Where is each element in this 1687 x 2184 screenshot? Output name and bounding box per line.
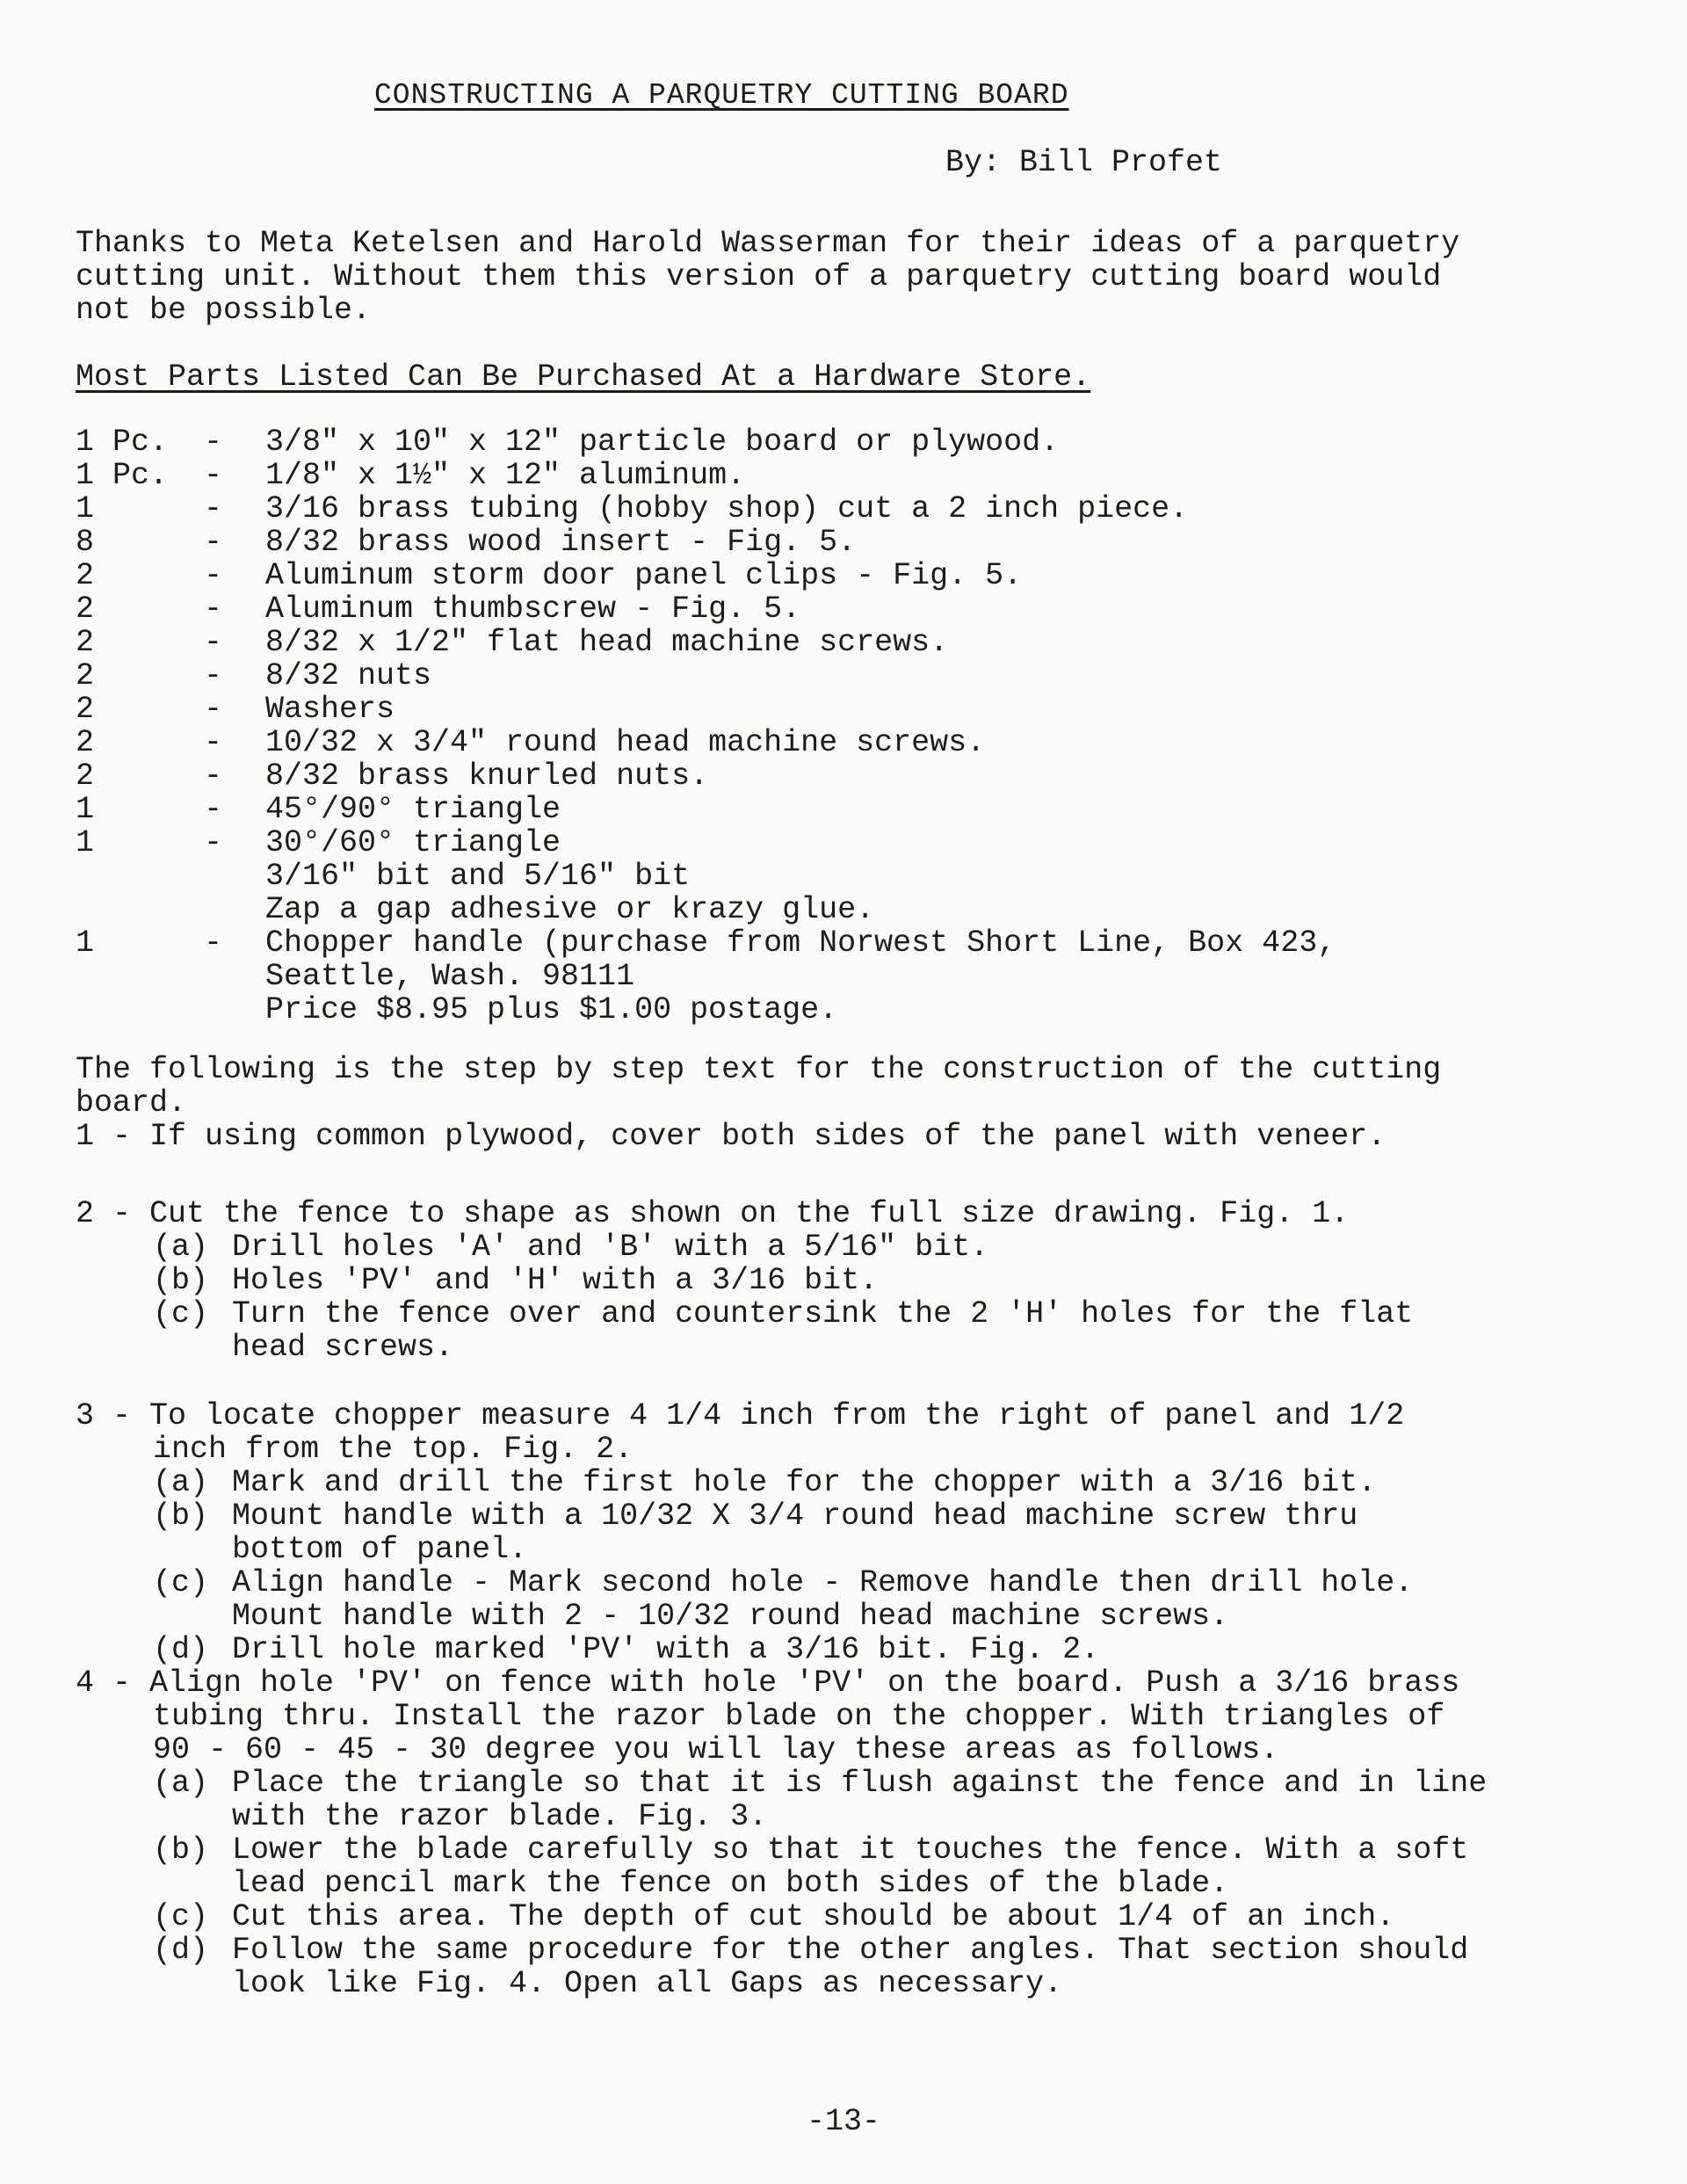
part-desc: Aluminum storm door panel clips - Fig. 5.: [265, 558, 1023, 593]
parts-list-item: [76, 893, 1336, 926]
parts-list-item: [76, 559, 1336, 592]
part-qty: 1: [76, 825, 95, 860]
sub-text: Holes 'PV' and 'H' with a 3/16 bit.: [232, 1263, 879, 1298]
step-4-text: 4 - Align hole 'PV' on fence with hole 'PV' on the board. Push a 3/16 brass: [76, 1665, 1460, 1701]
step-2: [76, 1197, 1622, 1364]
step-1: [76, 1120, 1622, 1153]
part-qty: 2: [76, 725, 95, 760]
sub-text: Lower the blade carefully so that it touches the fence. With a soft lead pencil mark the fence on both sides of the blade.: [232, 1832, 1469, 1901]
part-dash: -: [204, 591, 223, 627]
page-number: -13-: [806, 2104, 880, 2139]
parts-list-item: [76, 693, 1336, 726]
step-2-text: 2 - Cut the fence to shape as shown on the full size drawing. Fig. 1.: [76, 1196, 1350, 1231]
step-3-sub-b: [76, 1499, 1622, 1566]
part-dash: -: [204, 424, 223, 460]
sub-label: (a): [153, 1230, 209, 1265]
part-dash: -: [204, 692, 223, 727]
part-dash: -: [204, 792, 223, 827]
sub-label: (b): [153, 1832, 209, 1868]
part-desc: 3/8" x 10" x 12" particle board or plywood.: [265, 424, 1060, 460]
parts-list-item: [76, 793, 1336, 826]
part-dash: -: [204, 825, 223, 860]
step-3-text-cont: inch from the top. Fig. 2.: [153, 1432, 634, 1467]
step-2-sub-a: [76, 1230, 1622, 1264]
sub-label: (c): [153, 1565, 209, 1600]
part-qty: 1: [76, 491, 95, 526]
part-desc: 3/16" bit and 5/16" bit: [265, 859, 691, 894]
instructions-lead: The following is the step by step text for the construction of the cutting board.: [76, 1052, 1442, 1121]
parts-list-item: [76, 425, 1336, 459]
part-qty: 1: [76, 925, 95, 961]
parts-list-item: [76, 726, 1336, 759]
intro-paragraph: Thanks to Meta Ketelsen and Harold Wasserman for their ideas of a parquetry cutting unit. Without them this version of a parquetry cutting board would not be possible.: [76, 226, 1460, 328]
parts-list-item: [76, 592, 1336, 626]
part-qty: 1 Pc.: [76, 458, 169, 493]
parts-list-item: [76, 492, 1336, 526]
parts-list-item: [76, 526, 1336, 559]
sub-label: (c): [153, 1296, 209, 1331]
sub-text: Place the triangle so that it is flush against the fence and in line with the razor blade. Fig. 3.: [232, 1766, 1488, 1834]
sub-label: (b): [153, 1498, 209, 1534]
sub-text: Follow the same procedure for the other angles. That section should look like Fig. 4. Open all Gaps as necessary.: [232, 1933, 1469, 2001]
parts-list-item: [76, 960, 1336, 993]
part-desc: 45°/90° triangle: [265, 792, 561, 827]
part-qty: 2: [76, 558, 95, 593]
parts-list-item: [76, 860, 1336, 893]
part-desc: Price $8.95 plus $1.00 postage.: [265, 992, 838, 1027]
part-qty: 8: [76, 525, 95, 560]
step-3: [76, 1399, 1622, 1666]
part-qty: 2: [76, 591, 95, 627]
step-4-sub-a: [76, 1767, 1622, 1833]
part-dash: -: [204, 458, 223, 493]
part-dash: -: [204, 758, 223, 794]
part-dash: -: [204, 625, 223, 660]
step-4-text-cont: 90 - 60 - 45 - 30 degree you will lay these areas as follows.: [153, 1732, 1279, 1767]
part-desc: 8/32 brass knurled nuts.: [265, 758, 709, 794]
step-3-sub-a: [76, 1466, 1622, 1499]
step-2-sub-c: [76, 1297, 1622, 1364]
parts-list-item: [76, 993, 1336, 1027]
part-dash: -: [204, 491, 223, 526]
part-qty: [76, 860, 204, 893]
part-desc: 30°/60° triangle: [265, 825, 561, 860]
part-desc: 8/32 x 1/2" flat head machine screws.: [265, 625, 949, 660]
part-desc: Chopper handle (purchase from Norwest Short Line, Box 423,: [265, 925, 1336, 961]
sub-text: Mark and drill the first hole for the chopper with a 3/16 bit.: [232, 1465, 1377, 1500]
part-desc: 8/32 nuts: [265, 658, 432, 693]
author-byline: By: Bill Profet: [945, 145, 1223, 180]
step-4-sub-c: [76, 1900, 1622, 1934]
part-desc: 8/32 brass wood insert - Fig. 5.: [265, 525, 857, 560]
sub-text: Turn the fence over and countersink the 2 'H' holes for the flat head screws.: [232, 1296, 1414, 1365]
part-qty: [76, 993, 204, 1027]
part-dash: -: [204, 525, 223, 560]
part-qty: 2: [76, 658, 95, 693]
part-dash: -: [204, 658, 223, 693]
step-4-sub-b: [76, 1833, 1622, 1900]
parts-list-item: [76, 659, 1336, 693]
part-desc: Washers: [265, 692, 395, 727]
sub-label: (a): [153, 1766, 209, 1801]
parts-heading: Most Parts Listed Can Be Purchased At a Hardware Store.: [76, 359, 1091, 395]
part-desc: Zap a gap adhesive or krazy glue.: [265, 892, 875, 927]
part-dash: -: [204, 558, 223, 593]
part-dash: [204, 993, 265, 1027]
parts-list-item: [76, 926, 1336, 960]
step-3-sub-c: [76, 1566, 1622, 1633]
part-dash: [204, 893, 265, 926]
sub-label: (d): [153, 1632, 209, 1667]
step-4-text-cont: tubing thru. Install the razor blade on the chopper. With triangles of: [153, 1699, 1445, 1734]
part-qty: [76, 893, 204, 926]
sub-label: (a): [153, 1465, 209, 1500]
part-dash: -: [204, 725, 223, 760]
sub-text: Drill hole marked 'PV' with a 3/16 bit. Fig. 2.: [232, 1632, 1100, 1667]
step-2-sub-b: [76, 1264, 1622, 1297]
part-qty: 2: [76, 625, 95, 660]
step-3-sub-d: [76, 1633, 1622, 1666]
part-qty: 2: [76, 758, 95, 794]
parts-list-item: [76, 459, 1336, 492]
step-1-text: 1 - If using common plywood, cover both sides of the panel with veneer.: [76, 1119, 1387, 1154]
step-4: [76, 1666, 1622, 2000]
part-desc: Aluminum thumbscrew - Fig. 5.: [265, 591, 801, 627]
part-qty: 2: [76, 692, 95, 727]
sub-text: Mount handle with a 10/32 X 3/4 round head machine screw thru bottom of panel.: [232, 1498, 1358, 1567]
document-title: CONSTRUCTING A PARQUETRY CUTTING BOARD: [374, 79, 1069, 112]
part-desc: 10/32 x 3/4" round head machine screws.: [265, 725, 986, 760]
part-dash: [204, 860, 265, 893]
part-qty: 1: [76, 792, 95, 827]
sub-text: Drill holes 'A' and 'B' with a 5/16" bit.: [232, 1230, 989, 1265]
part-desc: Seattle, Wash. 98111: [265, 959, 635, 994]
part-qty: 1 Pc.: [76, 424, 169, 460]
step-3-text: 3 - To locate chopper measure 4 1/4 inch from the right of panel and 1/2: [76, 1398, 1405, 1433]
parts-list-item: [76, 759, 1336, 793]
part-dash: -: [204, 925, 223, 961]
sub-label: (c): [153, 1899, 209, 1934]
part-dash: [204, 960, 265, 993]
sub-label: (d): [153, 1933, 209, 1968]
parts-list: [76, 425, 1336, 1027]
part-desc: 1/8" x 1½" x 12" aluminum.: [265, 458, 746, 493]
sub-text: Cut this area. The depth of cut should be about 1/4 of an inch.: [232, 1899, 1395, 1934]
parts-list-item: [76, 626, 1336, 659]
part-desc: 3/16 brass tubing (hobby shop) cut a 2 inch piece.: [265, 491, 1189, 526]
parts-list-item: [76, 826, 1336, 860]
sub-label: (b): [153, 1263, 209, 1298]
part-qty: [76, 960, 204, 993]
sub-text: Align handle - Mark second hole - Remove handle then drill hole. Mount handle with 2 - 10/32 round head machine screws.: [232, 1565, 1414, 1634]
step-4-sub-d: [76, 1934, 1622, 2000]
